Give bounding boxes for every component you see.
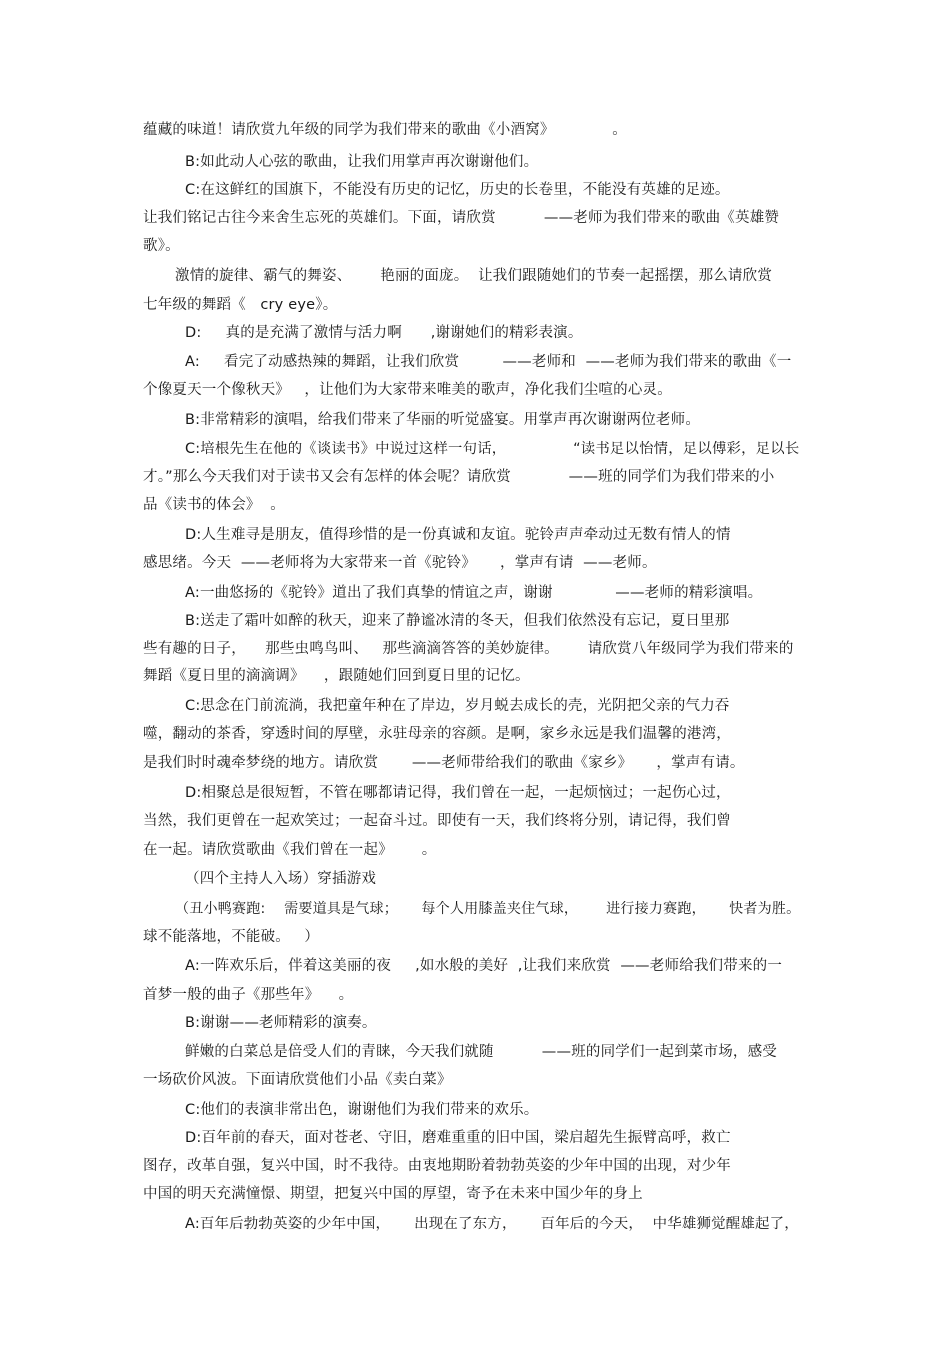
- text-line: 品《读书的体会》 。: [143, 497, 285, 513]
- text-line: 噬，翻动的茶香，穿透时间的厚壁，永驻母亲的容颜。是啊，家乡永远是我们温馨的港湾，: [143, 726, 731, 742]
- text-line: 歌》。: [143, 238, 180, 254]
- text-line: A:百年后勃勃英姿的少年中国， 出现在了东方， 百年后的今天， 中华雄狮觉醒雄起了，: [185, 1216, 799, 1232]
- text-line: 些有趣的日子， 那些虫鸣鸟叫、 那些滴滴答答的美妙旋律。 请欣赏八年级同学为我们带来的: [143, 641, 794, 657]
- text-line: 首梦一般的曲子《那些年》 。: [143, 987, 354, 1003]
- text-line: 是我们时时魂牵梦绕的地方。请欣赏 ——老师带给我们的歌曲《家乡》 ，掌声有请。: [143, 755, 745, 771]
- text-line: A: 看完了动感热辣的舞蹈，让我们欣赏 ——老师和 ——老师为我们带来的歌曲《一: [185, 354, 792, 370]
- text-line: C:在这鲜红的国旗下，不能没有历史的记忆，历史的长卷里，不能没有英雄的足迹。: [185, 182, 730, 198]
- text-line: D:人生难寻是朋友，值得珍惜的是一份真诚和友谊。驼铃声声牵动过无数有情人的情: [185, 527, 731, 543]
- text-line: 一场砍价风波。下面请欣赏他们小品《卖白菜》: [143, 1072, 452, 1088]
- text-line: C:他们的表演非常出色，谢谢他们为我们带来的欢乐。: [185, 1102, 539, 1118]
- text-line: （四个主持人入场）穿插游戏: [185, 871, 377, 887]
- text-line: 舞蹈《夏日里的滴滴调》 ，跟随她们回到夏日里的记忆。: [143, 668, 530, 684]
- text-line: 才。”那么今天我们对于读书又会有怎样的体会呢？请欣赏 ——班的同学们为我们带来的小: [143, 469, 775, 485]
- text-line: 图存，改革自强，复兴中国，时不我待。由衷地期盼着勃勃英姿的少年中国的出现，对少年: [143, 1158, 731, 1174]
- text-line: B:非常精彩的演唱，给我们带来了华丽的听觉盛宴。用掌声再次谢谢两位老师。: [185, 412, 701, 428]
- text-line: 七年级的舞蹈《 cry eye》。: [143, 297, 338, 313]
- text-line: 蕴藏的味道！请欣赏九年级的同学为我们带来的歌曲《小酒窝》 。: [143, 122, 628, 138]
- text-line: 球不能落地，不能破。 ）: [143, 929, 320, 945]
- text-line: D: 真的是充满了激情与活力啊 ,谢谢她们的精彩表演。: [185, 325, 583, 341]
- text-line: B:送走了霜叶如醉的秋天，迎来了静谧冰清的冬天，但我们依然没有忘记，夏日里那: [185, 613, 730, 629]
- text-line: 激情的旋律、霸气的舞姿、 艳丽的面庞。 让我们跟随她们的节奏一起摇摆，那么请欣赏: [175, 268, 773, 284]
- text-line: 个像夏天一个像秋天》 ，让他们为大家带来唯美的歌声，净化我们尘喧的心灵。: [143, 382, 672, 398]
- text-line: B:谢谢——老师精彩的演奏。: [185, 1015, 377, 1031]
- text-line: 鲜嫩的白菜总是倍受人们的青睐，今天我们就随 ——班的同学们一起到菜市场，感受: [185, 1044, 777, 1060]
- text-line: 让我们铭记古往今来舍生忘死的英雄们。下面，请欣赏 ——老师为我们带来的歌曲《英雄赞: [143, 210, 780, 226]
- text-line: B:如此动人心弦的歌曲，让我们用掌声再次谢谢他们。: [185, 154, 539, 170]
- text-line: 当然，我们更曾在一起欢笑过；一起奋斗过。即使有一天，我们终将分别，请记得，我们曾: [143, 813, 731, 829]
- text-line: D:相聚总是很短暂，不管在哪都请记得，我们曾在一起，一起烦恼过；一起伤心过，: [185, 785, 731, 801]
- text-line: C:思念在门前流淌，我把童年种在了岸边，岁月蜕去成长的壳，光阴把父亲的气力吞: [185, 698, 730, 714]
- text-line: 中国的明天充满憧憬、期望，把复兴中国的厚望，寄予在未来中国少年的身上: [143, 1186, 643, 1202]
- text-line: 感思绪。今天 ——老师将为大家带来一首《驼铃》 ，掌声有请 ——老师。: [143, 555, 657, 571]
- text-line: A:一阵欢乐后，伴着这美丽的夜 ,如水般的美好 ,让我们来欣赏 ——老师给我们带来的一: [185, 958, 783, 974]
- text-line: D:百年前的春天，面对苍老、守旧，磨难重重的旧中国，梁启超先生振臂高呼，救亡: [185, 1130, 731, 1146]
- text-line: A:一曲悠扬的《驼铃》道出了我们真挚的情谊之声，谢谢 ——老师的精彩演唱。: [185, 585, 763, 601]
- text-line: 在一起。请欣赏歌曲《我们曾在一起》 。: [143, 842, 437, 858]
- text-line: C:培根先生在他的《谈读书》中说过这样一句话， “读书足以怡情，足以傅彩，足以长: [185, 441, 800, 457]
- text-line: （丑小鸭赛跑: 需要道具是气球； 每个人用膝盖夹住气球， 进行接力赛跑， 快者为胜。: [175, 901, 801, 917]
